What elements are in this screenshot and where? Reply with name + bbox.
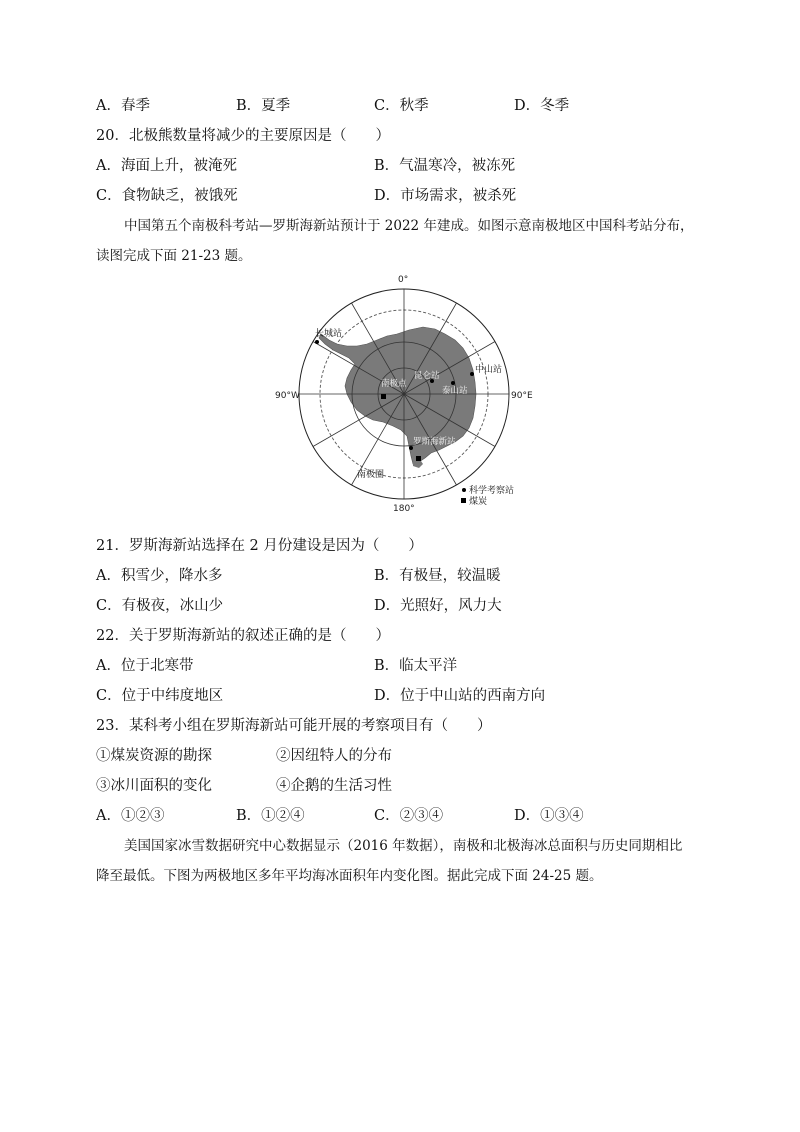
kunlun-station-label: 昆仑站 [414, 371, 440, 381]
changcheng-station-label: 长城站 [315, 329, 343, 339]
antarctica-map [275, 270, 535, 515]
q23-option-d: D．①③④ [514, 808, 584, 824]
q23-item-4: ④企鹅的生活习性 [276, 778, 392, 794]
intro-21-23-line2: 读图完成下面 21-23 题。 [96, 248, 252, 264]
q21-option-d: D．光照好，风力大 [374, 598, 502, 614]
label-180deg: 180° [393, 504, 415, 514]
q23-option-c: C．②③④ [374, 808, 444, 824]
q23-item-1: ①煤炭资源的勘探 [96, 748, 212, 764]
q19-option-d: D．冬季 [514, 98, 570, 114]
q20-option-c: C．食物缺乏，被饿死 [96, 188, 238, 204]
changcheng-station-dot [315, 340, 319, 344]
q20-option-a: A．海面上升，被淹死 [96, 158, 237, 174]
meridians [299, 289, 509, 499]
south-pole-label: 南极点 [381, 379, 407, 389]
q23-item-2: ②因纽特人的分布 [276, 748, 392, 764]
zhongshan-station-dot [470, 372, 474, 376]
q20-stem: 20．北极熊数量将减少的主要原因是（ ） [96, 128, 390, 144]
q21-option-b: B．有极昼，较温暖 [374, 568, 501, 584]
label-90w: 90°W [275, 391, 300, 401]
intro-24-25-line1: 美国国家冰雪数据研究中心数据显示（2016 年数据），南极和北极海冰总面积与历史同期相比 [124, 838, 683, 854]
label-90e: 90°E [511, 391, 533, 401]
taishan-station-label: 泰山站 [442, 386, 468, 396]
legend-station-dot [462, 488, 466, 492]
q23-item-3: ③冰川面积的变化 [96, 778, 212, 794]
q23-stem: 23．某科考小组在罗斯海新站可能开展的考察项目有（ ） [96, 718, 492, 734]
q22-option-a: A．位于北寒带 [96, 658, 194, 674]
q23-option-a: A．①②③ [96, 808, 165, 824]
legend-station-label: 科学考察站 [469, 486, 515, 496]
intro-21-23-line1: 中国第五个南极科考站—罗斯海新站预计于 2022 年建成。如图示意南极地区中国科考站分布， [124, 218, 694, 234]
label-0deg: 0° [398, 275, 409, 285]
south-pole-coal-marker [381, 394, 386, 399]
q21-stem: 21．罗斯海新站选择在 2 月份建设是因为（ ） [96, 538, 423, 554]
q21-option-a: A．积雪少，降水多 [96, 568, 223, 584]
rosssea-coal-marker [416, 456, 421, 461]
q19-option-c: C．秋季 [374, 98, 429, 114]
q23-option-b: B．①②④ [236, 808, 305, 824]
taishan-station-dot [451, 381, 455, 385]
q22-stem: 22．关于罗斯海新站的叙述正确的是（ ） [96, 628, 390, 644]
q22-option-c: C．位于中纬度地区 [96, 688, 224, 704]
legend-coal-label: 煤炭 [469, 497, 488, 507]
rosssea-station-label: 罗斯海新站 [413, 437, 456, 447]
q20-option-b: B．气温寒冷，被冻死 [374, 158, 516, 174]
q21-option-c: C．有极夜，冰山少 [96, 598, 224, 614]
intro-24-25-line2: 降至最低。下图为两极地区多年平均海冰面积年内变化图。据此完成下面 24-25 题。 [96, 868, 603, 884]
q19-option-b: B．夏季 [236, 98, 291, 114]
legend-coal-square [461, 498, 466, 503]
q19-option-a: A．春季 [96, 98, 150, 114]
q20-option-d: D．市场需求，被杀死 [374, 188, 517, 204]
q22-option-d: D．位于中山站的西南方向 [374, 688, 546, 704]
rosssea-station-dot [409, 446, 413, 450]
q22-option-b: B．临太平洋 [374, 658, 458, 674]
antarctic-circle-label: 南极圈 [357, 470, 385, 480]
zhongshan-station-label: 中山站 [475, 365, 503, 375]
